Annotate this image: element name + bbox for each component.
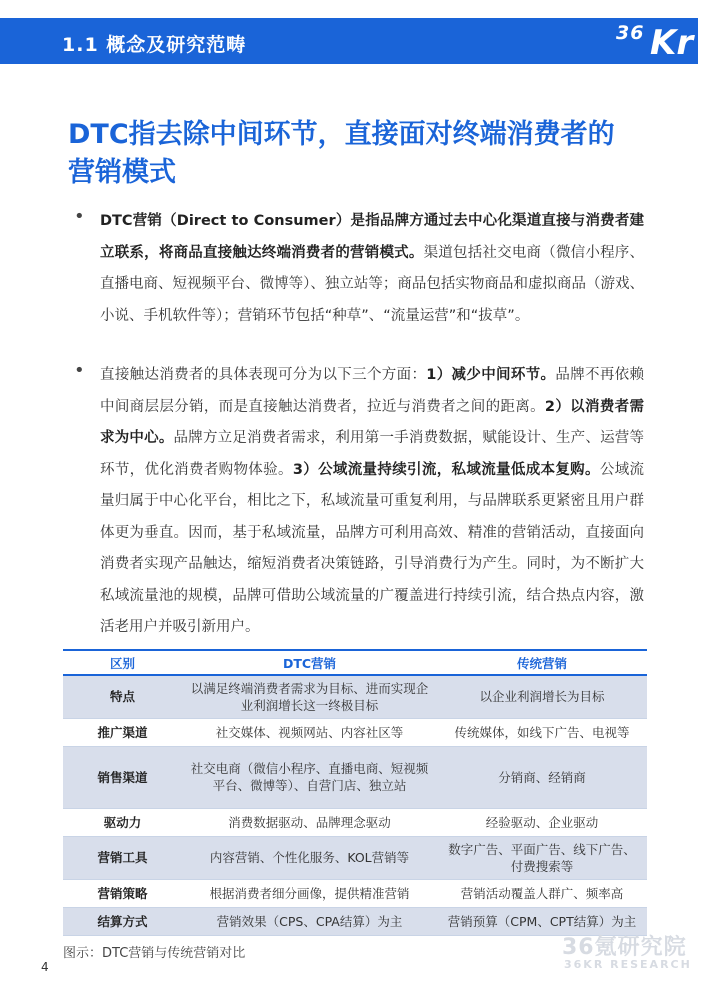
row-dtc: 消费数据驱动、品牌理念驱动 <box>182 808 437 836</box>
row-category: 特点 <box>63 675 182 718</box>
table-row <box>63 879 647 907</box>
point-2-text: 品牌方立足消费者需求，利用第一手消费数据，赋能设计、生产、运营等环节，优化消费者购物体验。 <box>100 430 645 478</box>
row-category: 结算方式 <box>63 907 182 935</box>
comparison-table <box>63 649 647 936</box>
bullet-icon: • <box>74 206 85 227</box>
headline-line-2: 营销模式 <box>68 157 176 188</box>
figure-caption: 图示：DTC营销与传统营销对比 <box>63 946 246 961</box>
row-traditional: 传统媒体，如线下广告、电视等 <box>437 718 647 746</box>
row-category: 推广渠道 <box>63 718 182 746</box>
definition-detail-text: 渠道包括社交电商（微信小程序、直播电商、短视频平台、微博等）、独立站等；商品包括实物商品和虚拟商品（游戏、小说、手机软件等）；营销环节包括“种草”、“流量运营”和“拔草”。 <box>100 244 645 324</box>
watermark-chinese: 36氪研究院 <box>562 935 687 960</box>
header-dtc: DTC营销 <box>182 650 437 675</box>
row-dtc: 社交电商（微信小程序、直播电商、短视频平台、微博等）、自营门店、独立站 <box>182 746 437 808</box>
table-row <box>63 718 647 746</box>
manifest-intro: 直接触达消费者的具体表现可分为以下三个方面： <box>100 367 427 383</box>
point-3-heading: 3）公域流量持续引流，私域流量低成本复购。 <box>292 461 600 478</box>
header-traditional: 传统营销 <box>437 650 647 675</box>
row-category: 营销工具 <box>63 836 182 879</box>
definition-bold-text: DTC营销（Direct to Consumer）是指品牌方通过去中心化渠道直接与消费者建立联系，将商品直接触达终端消费者的营销模式。 <box>100 213 644 261</box>
row-traditional: 经验驱动、企业驱动 <box>437 808 647 836</box>
logo-letters: Kr <box>650 23 694 63</box>
point-2-heading: 2）以消费者需求为中心。 <box>100 398 644 446</box>
point-1-text: 品牌不再依赖中间商层层分销，而是直接触达消费者，拉近与消费者之间的距离。 <box>100 367 645 415</box>
row-dtc: 社交媒体、视频网站、内容社区等 <box>182 718 437 746</box>
logo-number: 36 <box>616 22 645 44</box>
header-category: 区别 <box>63 650 182 675</box>
row-category: 驱动力 <box>63 808 182 836</box>
table-header-row <box>63 650 647 675</box>
row-dtc: 根据消费者细分画像，提供精准营销 <box>182 879 437 907</box>
row-traditional: 营销预算（CPM、CPT结算）为主 <box>437 907 647 935</box>
row-category: 营销策略 <box>63 879 182 907</box>
page-number: 4 <box>41 960 49 974</box>
row-dtc: 营销效果（CPS、CPA结算）为主 <box>182 907 437 935</box>
bullet-text <box>100 360 644 644</box>
row-traditional: 数字广告、平面广告、线下广告、付费搜索等 <box>437 836 647 879</box>
watermark-english: 36KR RESEARCH <box>564 958 692 971</box>
point-1-heading: 1）减少中间环节。 <box>426 367 556 383</box>
bullet-text <box>100 206 644 332</box>
table-row <box>63 746 647 808</box>
table-row <box>63 808 647 836</box>
bullet-icon: • <box>74 360 85 381</box>
row-dtc: 内容营销、个性化服务、KOL营销等 <box>182 836 437 879</box>
point-3-text: 公域流量归属于中心化平台，相比之下，私域流量可重复利用，与品牌联系更紧密且用户群体更为垂直。因而，基于私域流量，品牌方可利用高效、精准的营销活动，直接面向消费者实现产品触达，缩短消费者决策链路，引导消费行为产生。同时，为不断扩大私域流量池的规模，品牌可借助公域流量的广覆盖进行持续引流，结合热点内容，激活老用户并吸引新用户。 <box>100 461 645 635</box>
row-traditional: 分销商、经销商 <box>437 746 647 808</box>
headline-line-1: DTC指去除中间环节，直接面对终端消费者的 <box>68 119 615 150</box>
table-row <box>63 907 647 935</box>
page-headline <box>68 116 668 192</box>
table-row <box>63 675 647 718</box>
bullet-manifestations <box>74 360 644 644</box>
36kr-logo <box>610 22 698 64</box>
row-traditional: 营销活动覆盖人群广、频率高 <box>437 879 647 907</box>
row-dtc: 以满足终端消费者需求为目标、进而实现企业利润增长这一终极目标 <box>182 675 437 718</box>
section-title: 1.1 概念及研究范畴 <box>62 34 247 56</box>
table-row <box>63 836 647 879</box>
bullet-definition <box>74 206 644 332</box>
row-category: 销售渠道 <box>63 746 182 808</box>
row-traditional: 以企业利润增长为目标 <box>437 675 647 718</box>
